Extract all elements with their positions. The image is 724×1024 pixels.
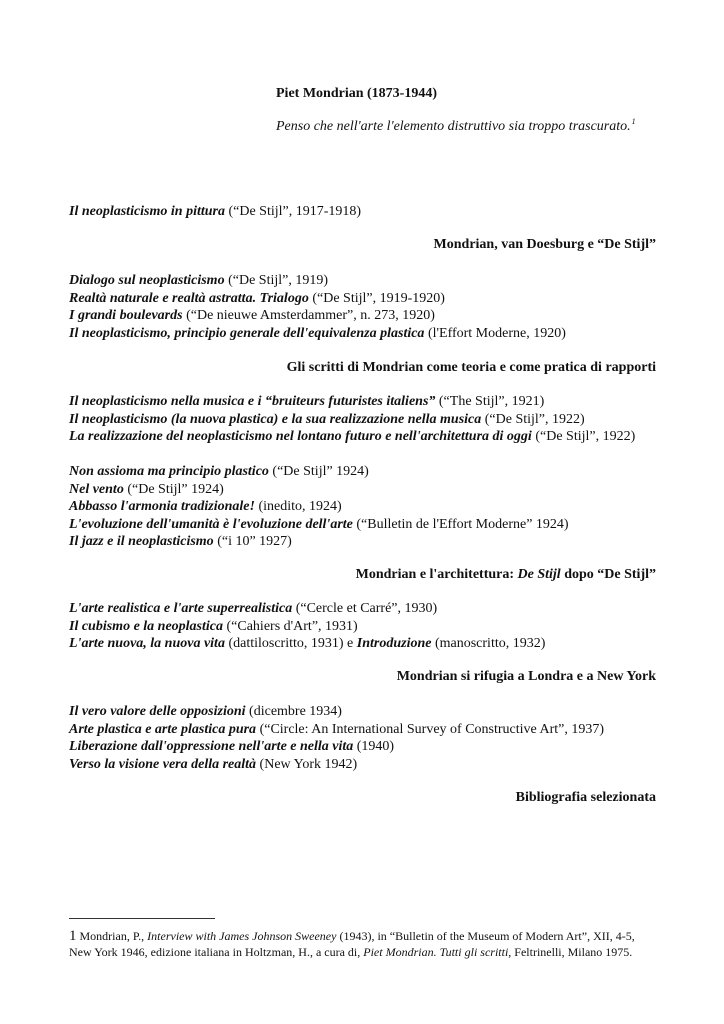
footnote-number: 1 [69, 928, 77, 944]
list-item [69, 307, 659, 325]
work-title: Il cubismo e la neoplastica [69, 618, 223, 634]
epigraph-quote [276, 117, 636, 135]
list-item [69, 721, 659, 739]
work-note: (dicembre 1934) [245, 704, 342, 719]
list-item [69, 290, 659, 308]
list-item [69, 618, 659, 636]
work-title: Il vero valore delle opposizioni [69, 704, 246, 719]
work-note: (1940) [353, 739, 395, 754]
work-note: (“Cercle et Carré”, 1930) [292, 601, 438, 616]
work-title-2: Introduzione [356, 636, 432, 651]
footnote-italic: Interview with James Johnson Sweeney [147, 929, 337, 943]
work-note: (“De Stijl”, 1922) [481, 411, 585, 427]
list-item [69, 325, 659, 343]
document-title: Piet Mondrian (1873-1944) [276, 86, 437, 101]
work-title: L'arte realistica e l'arte superrealistica [69, 601, 293, 616]
work-note: (“De Stijl”, 1919-1920) [308, 290, 445, 306]
work-title: Non assioma ma principio plastico [69, 464, 269, 479]
footnote-text: (1943), in “Bulletin of the Museum of Modern Art”, XII, 4-5, New York 1946, edizione italiana in Holtzman, H., a cura di, [69, 929, 635, 959]
work-note: (“De Stijl”, 1919) [224, 273, 328, 288]
work-note: (l'Effort Moderne, 1920) [424, 325, 566, 341]
footnote-text: , Feltrinelli, Milano 1975. [508, 945, 633, 959]
section-heading: Bibliografia selezionata [515, 790, 656, 805]
work-title: Il neoplasticismo (la nuova plastica) e la sua realizzazione nella musica [69, 411, 482, 427]
list-item [69, 428, 659, 446]
list-item [69, 203, 659, 221]
work-title: Il neoplasticismo nella musica e i “bruiteurs futuristes italiens” [69, 394, 436, 409]
list-item [69, 738, 659, 756]
list-item [69, 600, 659, 618]
work-title: L'arte nuova, la nuova vita [69, 636, 225, 651]
work-note: (“Cahiers d'Art”, 1931) [223, 618, 358, 634]
work-note: (“De Stijl”, 1922) [531, 429, 636, 444]
work-title: Realtà naturale e realtà astratta. Trialogo [69, 290, 309, 306]
list-item [69, 533, 659, 551]
work-title: Arte plastica e arte plastica pura [69, 721, 257, 737]
work-note: (dattiloscritto, 1931) e [224, 636, 357, 651]
list-item [69, 498, 659, 516]
work-title: Verso la visione vera della realtà [69, 756, 257, 772]
footnote [69, 928, 659, 960]
work-title: I grandi boulevards [69, 308, 183, 323]
list-item [69, 516, 659, 534]
work-note: (New York 1942) [256, 756, 358, 772]
heading-part-italic: De Stijl [517, 567, 561, 582]
footnote-italic: Piet Mondrian. Tutti gli scritti [363, 945, 509, 959]
work-note: (“i 10” 1927) [213, 534, 292, 549]
footnote-text: Mondrian, P., [76, 929, 148, 943]
work-note: (“Circle: An International Survey of Constructive Art”, 1937) [256, 721, 605, 737]
work-note: (“De Stijl” 1924) [268, 464, 369, 479]
work-note: (inedito, 1924) [254, 499, 342, 514]
section-heading: Mondrian, van Doesburg e “De Stijl” [433, 237, 656, 252]
list-item [69, 635, 659, 653]
work-title: Dialogo sul neoplasticismo [69, 273, 225, 288]
heading-part: dopo “De Stijl” [560, 567, 656, 582]
list-item [69, 272, 659, 290]
work-title: Liberazione dall'oppressione nell'arte e nella vita [69, 739, 354, 754]
work-title: Abbasso l'armonia tradizionale! [69, 499, 255, 514]
list-item [69, 756, 659, 774]
work-note: (“De nieuwe Amsterdammer”, n. 273, 1920) [182, 308, 435, 323]
work-title: La realizzazione del neoplasticismo nel lontano futuro e nell'architettura di oggi [69, 429, 532, 444]
work-title: Il neoplasticismo, principio generale dell'equivalenza plastica [69, 325, 425, 341]
work-note: (“De Stijl” 1924) [123, 481, 224, 497]
work-note-2: (manoscritto, 1932) [431, 636, 546, 651]
footnote-divider [69, 918, 215, 919]
list-item [69, 411, 659, 429]
work-note: (“Bulletin de l'Effort Moderne” 1924) [352, 516, 569, 532]
work-note: (“De Stijl”, 1917-1918) [224, 204, 362, 219]
list-item [69, 463, 659, 481]
work-title: L'evoluzione dell'umanità è l'evoluzione dell'arte [69, 516, 353, 532]
section-heading [356, 567, 656, 583]
list-item [69, 703, 659, 721]
work-title: Il jazz e il neoplasticismo [69, 534, 214, 549]
list-item [69, 481, 659, 499]
section-heading: Gli scritti di Mondrian come teoria e come pratica di rapporti [286, 360, 656, 375]
work-title: Il neoplasticismo in pittura [69, 204, 225, 219]
epigraph-text: Penso che nell'arte l'elemento distruttivo sia troppo trascurato. [276, 119, 631, 134]
footnote-ref[interactable]: 1 [631, 117, 636, 126]
section-heading: Mondrian si rifugia a Londra e a New York [396, 669, 656, 684]
list-item [69, 393, 659, 411]
work-title: Nel vento [69, 481, 124, 497]
work-note: (“The Stijl”, 1921) [435, 394, 545, 409]
heading-part: Mondrian e l'architettura: [355, 567, 518, 582]
